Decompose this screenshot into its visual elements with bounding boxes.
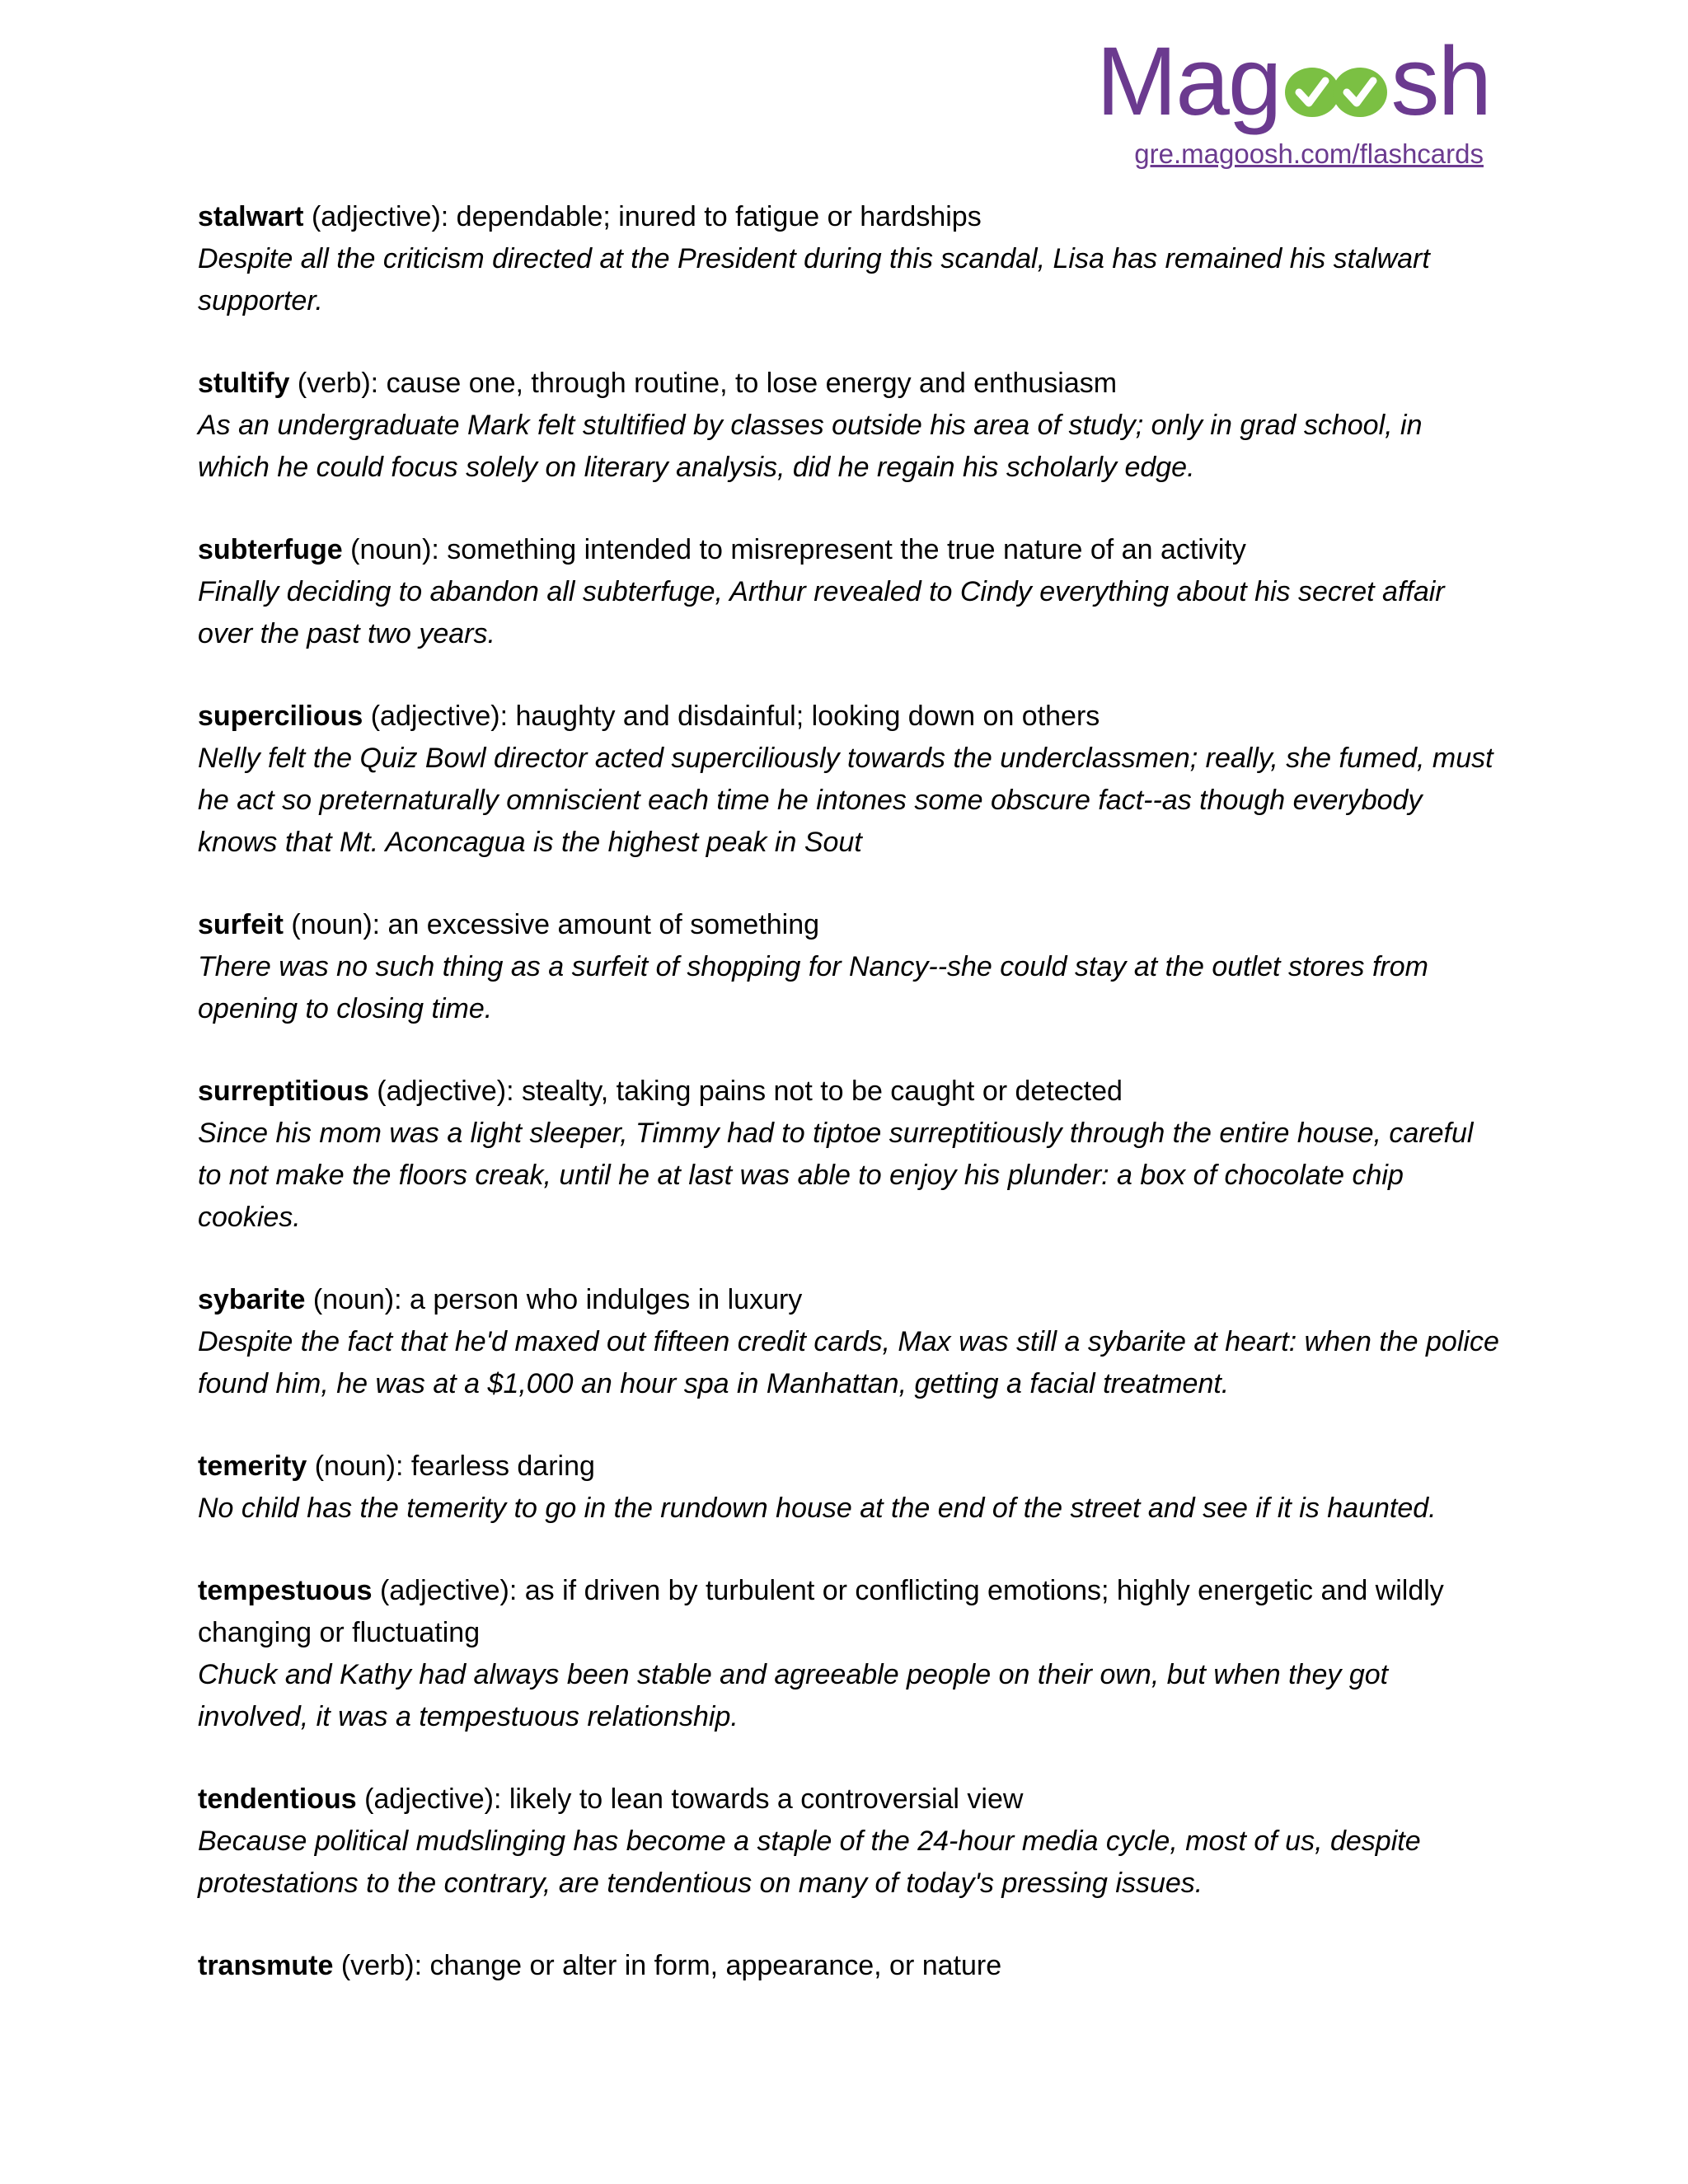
vocab-definition: (noun): something intended to misrepresent the true nature of an activity xyxy=(342,534,1246,565)
vocab-term: stultify xyxy=(198,368,290,399)
vocab-entry xyxy=(198,1446,1500,1530)
magoosh-logo xyxy=(1096,27,1491,136)
definition-line xyxy=(198,1779,1500,1821)
example-sentence: Finally deciding to abandon all subterfuge, Arthur revealed to Cindy everything about his secret affair over the past two years. xyxy=(198,576,1445,649)
vocab-definition: (noun): a person who indulges in luxury xyxy=(305,1284,803,1315)
definition-line xyxy=(198,196,1500,238)
vocab-definition: (noun): fearless daring xyxy=(307,1451,595,1482)
definition-line xyxy=(198,529,1500,571)
logo-checkmark-icon xyxy=(1282,49,1390,125)
definition-line xyxy=(198,1071,1500,1113)
vocab-entry xyxy=(198,696,1500,864)
flashcards-link[interactable]: gre.magoosh.com/flashcards xyxy=(1134,138,1484,169)
definition-line xyxy=(198,696,1500,738)
example-sentence: There was no such thing as a surfeit of shopping for Nancy--she could stay at the outlet stores from opening to closing time. xyxy=(198,951,1428,1024)
vocab-definition: (verb): cause one, through routine, to lose energy and enthusiasm xyxy=(289,368,1118,399)
vocab-term: supercilious xyxy=(198,701,363,732)
example-sentence: No child has the temerity to go in the rundown house at the end of the street and see if it is haunted. xyxy=(198,1493,1437,1524)
vocab-entry xyxy=(198,1779,1500,1905)
definition-line xyxy=(198,1279,1500,1321)
vocab-entry xyxy=(198,1945,1500,1987)
vocab-definition: (adjective): haughty and disdainful; looking down on others xyxy=(363,701,1100,732)
example-sentence: As an undergraduate Mark felt stultified by classes outside his area of study; only in grad school, in which he could focus solely on literary analysis, did he regain his scholarly edge. xyxy=(198,410,1423,483)
flashcard-list xyxy=(198,196,1500,2027)
example-sentence: Because political mudslinging has become a staple of the 24-hour media cycle, most of us, despite protestations to the contrary, are tendentious on many of today's pressing issues. xyxy=(198,1825,1421,1899)
definition-line xyxy=(198,1570,1500,1654)
vocab-term: tendentious xyxy=(198,1783,357,1815)
example-sentence: Chuck and Kathy had always been stable and agreeable people on their own, but when they got involved, it was a tempestuous relationship. xyxy=(198,1659,1389,1732)
logo-prefix: Mag xyxy=(1096,27,1281,136)
vocab-definition: (adjective): likely to lean towards a controversial view xyxy=(356,1783,1024,1815)
vocab-entry xyxy=(198,1570,1500,1738)
vocab-definition: (adjective): stealty, taking pains not to be caught or detected xyxy=(368,1076,1123,1107)
definition-line xyxy=(198,363,1500,405)
vocab-term: temerity xyxy=(198,1451,307,1482)
logo-block xyxy=(1096,27,1491,170)
definition-line xyxy=(198,1446,1500,1488)
example-sentence: Since his mom was a light sleeper, Timmy had to tiptoe surreptitiously through the entire house, careful to not make the floors creak, until he at last was able to enjoy his plunder: a box of chocolate chip cookies. xyxy=(198,1118,1474,1233)
vocab-term: surreptitious xyxy=(198,1076,369,1107)
vocab-term: stalwart xyxy=(198,201,304,232)
vocab-entry xyxy=(198,363,1500,489)
vocab-term: surfeit xyxy=(198,909,284,940)
vocab-entry xyxy=(198,1279,1500,1405)
example-sentence: Nelly felt the Quiz Bowl director acted superciliously towards the underclassmen; really, she fumed, must he act so preternaturally omniscient each time he intones some obscure fact--as though everybody knows that Mt. Aconcagua is the highest peak in Sout xyxy=(198,743,1493,858)
vocab-definition: (adjective): as if driven by turbulent or conflicting emotions; highly energetic and wildly changing or fluctuating xyxy=(198,1575,1444,1648)
vocab-term: tempestuous xyxy=(198,1575,373,1606)
vocab-definition: (verb): change or alter in form, appearance, or nature xyxy=(333,1950,1002,1981)
vocab-entry xyxy=(198,1071,1500,1239)
example-sentence: Despite the fact that he'd maxed out fifteen credit cards, Max was still a sybarite at heart: when the police found him, he was at a $1,000 an hour spa in Manhattan, getting a facial treatment. xyxy=(198,1326,1499,1399)
logo-suffix: sh xyxy=(1390,27,1491,136)
vocab-term: transmute xyxy=(198,1950,334,1981)
example-sentence: Despite all the criticism directed at the President during this scandal, Lisa has remained his stalwart supporter. xyxy=(198,243,1430,316)
vocab-entry xyxy=(198,529,1500,655)
vocab-term: sybarite xyxy=(198,1284,306,1315)
vocab-definition: (adjective): dependable; inured to fatigue or hardships xyxy=(303,201,982,232)
vocab-entry xyxy=(198,904,1500,1030)
definition-line xyxy=(198,1945,1500,1987)
vocab-term: subterfuge xyxy=(198,534,343,565)
vocab-definition: (noun): an excessive amount of something xyxy=(283,909,820,940)
definition-line xyxy=(198,904,1500,946)
vocab-entry xyxy=(198,196,1500,322)
